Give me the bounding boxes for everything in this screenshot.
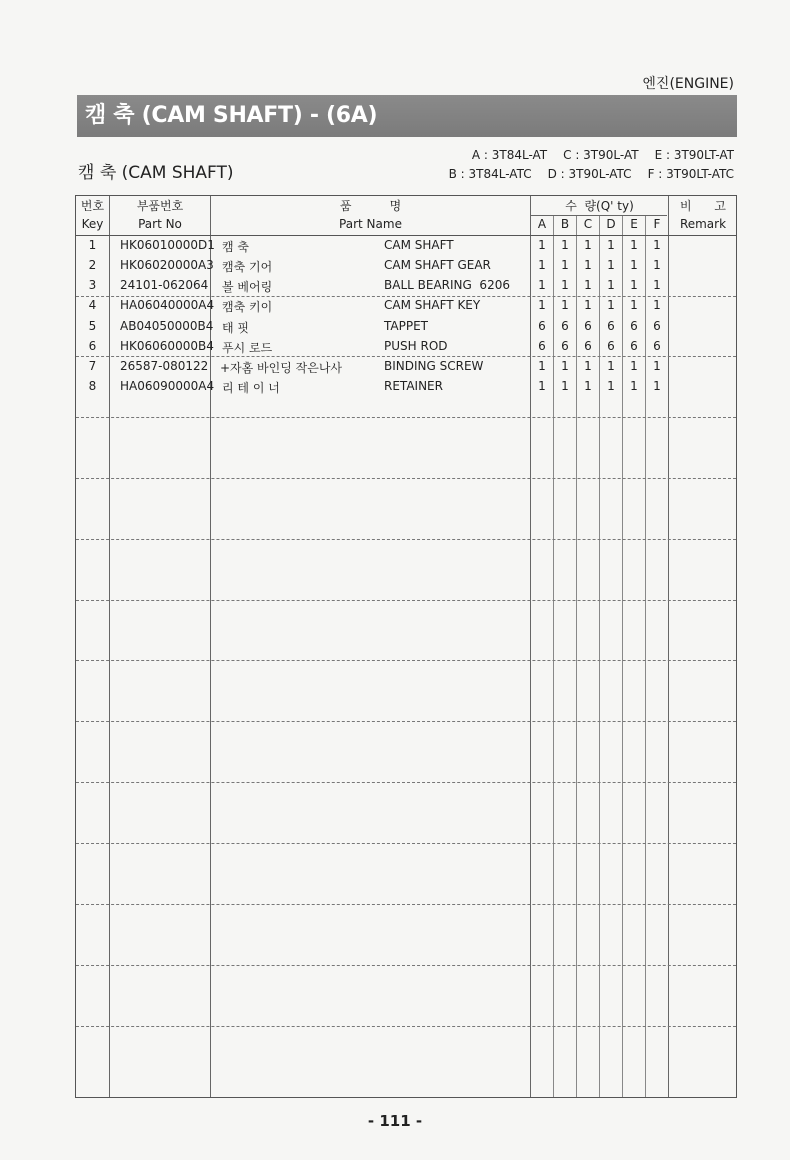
row-part-no: HK06010000D1 — [120, 238, 215, 252]
row-name-en: CAM SHAFT KEY — [384, 298, 481, 312]
page-title-band: 캠 축 (CAM SHAFT) - (6A) — [77, 95, 737, 137]
row-key: 4 — [88, 298, 97, 312]
row-qty-e: 1 — [630, 379, 638, 393]
model-legend-a: A : 3T84L-AT — [471, 148, 548, 162]
row-name-en: PUSH ROD — [384, 339, 448, 353]
row-qty-b: 1 — [561, 278, 569, 292]
row-group-divider — [76, 782, 736, 783]
row-qty-f: 6 — [653, 319, 661, 333]
row-qty-f: 1 — [653, 258, 661, 272]
row-qty-c: 1 — [584, 238, 592, 252]
model-legend-row — [433, 165, 734, 184]
row-name-ko: +자홈 바인딩 작은나사 — [220, 361, 343, 375]
row-qty-f: 1 — [653, 359, 661, 373]
row-group-divider — [76, 721, 736, 722]
row-qty-c: 1 — [584, 359, 592, 373]
row-qty-d: 6 — [607, 339, 615, 353]
row-part-no: HA06090000A4 — [120, 379, 215, 393]
row-name-en: TAPPET — [384, 319, 428, 333]
row-qty-b: 6 — [561, 319, 569, 333]
row-group-divider — [76, 539, 736, 540]
model-legend-c: C : 3T90L-AT — [563, 148, 639, 162]
row-qty-b: 1 — [561, 258, 569, 272]
row-key: 6 — [88, 339, 97, 353]
header-key-en: Key — [81, 217, 104, 231]
row-qty-a: 1 — [538, 278, 546, 292]
row-qty-b: 1 — [561, 379, 569, 393]
row-qty-a: 1 — [538, 379, 546, 393]
model-legend-e: E : 3T90LT-AT — [654, 148, 734, 162]
row-group-divider — [76, 660, 736, 661]
row-name-en: BALL BEARING 6206 — [384, 278, 510, 292]
row-group-divider — [76, 296, 736, 297]
row-qty-c: 1 — [584, 379, 592, 393]
model-legend-f: F : 3T90LT-ATC — [647, 167, 734, 181]
row-name-en: CAM SHAFT GEAR — [384, 258, 491, 272]
row-name-en: CAM SHAFT — [384, 238, 454, 252]
row-key: 7 — [88, 359, 97, 373]
row-key: 5 — [88, 319, 97, 333]
row-group-divider — [76, 478, 736, 479]
row-qty-d: 1 — [607, 258, 615, 272]
row-qty-f: 1 — [653, 278, 661, 292]
row-qty-e: 1 — [630, 298, 638, 312]
row-qty-d: 1 — [607, 379, 615, 393]
row-name-en: BINDING SCREW — [384, 359, 484, 373]
row-group-divider — [76, 904, 736, 905]
header-qty-d: D — [606, 217, 616, 231]
row-part-no: AB04050000B4 — [120, 319, 214, 333]
row-qty-c: 6 — [584, 339, 592, 353]
row-qty-e: 6 — [630, 339, 638, 353]
row-qty-f: 6 — [653, 339, 661, 353]
row-qty-a: 1 — [538, 258, 546, 272]
row-group-divider — [76, 843, 736, 844]
section-header: 엔진(ENGINE) — [642, 76, 734, 92]
row-name-ko: 캠축 키이 — [222, 300, 273, 314]
header-remark-ko: 비 고 — [679, 199, 727, 213]
row-group-divider — [76, 356, 736, 357]
page-number: - 111 - — [367, 1112, 423, 1130]
row-qty-d: 1 — [607, 238, 615, 252]
row-name-ko: 푸시 로드 — [222, 341, 273, 355]
header-name-en: Part Name — [339, 217, 402, 231]
header-partno-en: Part No — [138, 217, 182, 231]
row-part-no: HA06040000A4 — [120, 298, 215, 312]
row-group-divider — [76, 417, 736, 418]
row-qty-e: 6 — [630, 319, 638, 333]
row-qty-a: 6 — [538, 319, 546, 333]
row-name-ko: 볼 베어링 — [222, 280, 273, 294]
row-qty-e: 1 — [630, 258, 638, 272]
model-legend-row — [433, 146, 734, 165]
section-title: 캠 축 (CAM SHAFT) — [78, 163, 234, 183]
row-group-divider — [76, 1026, 736, 1027]
header-bottom-rule — [76, 235, 736, 236]
row-key: 2 — [88, 258, 97, 272]
row-part-no: HK06060000B4 — [120, 339, 214, 353]
row-qty-a: 1 — [538, 298, 546, 312]
row-qty-b: 1 — [561, 359, 569, 373]
row-key: 8 — [88, 379, 97, 393]
model-legend-d: D : 3T90L-ATC — [547, 167, 632, 181]
row-part-no: HK06020000A3 — [120, 258, 214, 272]
header-qty-c: C — [583, 217, 593, 231]
row-part-no: 24101-062064 — [120, 278, 209, 292]
row-key: 1 — [88, 238, 97, 252]
row-qty-b: 1 — [561, 298, 569, 312]
row-qty-f: 1 — [653, 238, 661, 252]
row-qty-c: 1 — [584, 278, 592, 292]
row-qty-c: 1 — [584, 298, 592, 312]
header-partno-ko: 부품번호 — [136, 199, 184, 213]
header-qty: 수 량(Q' ty) — [565, 199, 634, 213]
header-qty-a: A — [537, 217, 547, 231]
row-qty-a: 1 — [538, 359, 546, 373]
row-group-divider — [76, 965, 736, 966]
row-part-no: 26587-080122 — [120, 359, 209, 373]
parts-table — [75, 195, 737, 1098]
row-qty-e: 1 — [630, 278, 638, 292]
row-name-ko: 캠축 기어 — [222, 260, 273, 274]
row-qty-d: 1 — [607, 298, 615, 312]
header-name-ko: 품 명 — [339, 199, 402, 213]
model-legend — [433, 146, 734, 184]
column-divider — [109, 196, 110, 1097]
row-qty-b: 6 — [561, 339, 569, 353]
row-qty-d: 6 — [607, 319, 615, 333]
header-qty-e: E — [630, 217, 638, 231]
column-divider — [668, 196, 669, 1097]
row-qty-c: 6 — [584, 319, 592, 333]
row-name-ko: 리 테 이 너 — [222, 381, 280, 395]
header-key-ko: 번호 — [80, 199, 105, 213]
row-qty-d: 1 — [607, 359, 615, 373]
header-qty-f: F — [653, 217, 661, 231]
row-key: 3 — [88, 278, 97, 292]
header-qty-b: B — [560, 217, 570, 231]
row-name-ko: 태 핏 — [222, 321, 249, 335]
row-group-divider — [76, 600, 736, 601]
row-qty-e: 1 — [630, 359, 638, 373]
row-qty-d: 1 — [607, 278, 615, 292]
row-qty-a: 1 — [538, 238, 546, 252]
row-name-en: RETAINER — [384, 379, 443, 393]
row-qty-e: 1 — [630, 238, 638, 252]
row-qty-f: 1 — [653, 298, 661, 312]
row-qty-c: 1 — [584, 258, 592, 272]
row-name-ko: 캠 축 — [222, 240, 249, 254]
row-qty-f: 1 — [653, 379, 661, 393]
header-remark-en: Remark — [679, 217, 727, 231]
qty-subheader-divider — [530, 215, 667, 216]
row-qty-b: 1 — [561, 238, 569, 252]
model-legend-b: B : 3T84L-ATC — [448, 167, 532, 181]
row-qty-a: 6 — [538, 339, 546, 353]
